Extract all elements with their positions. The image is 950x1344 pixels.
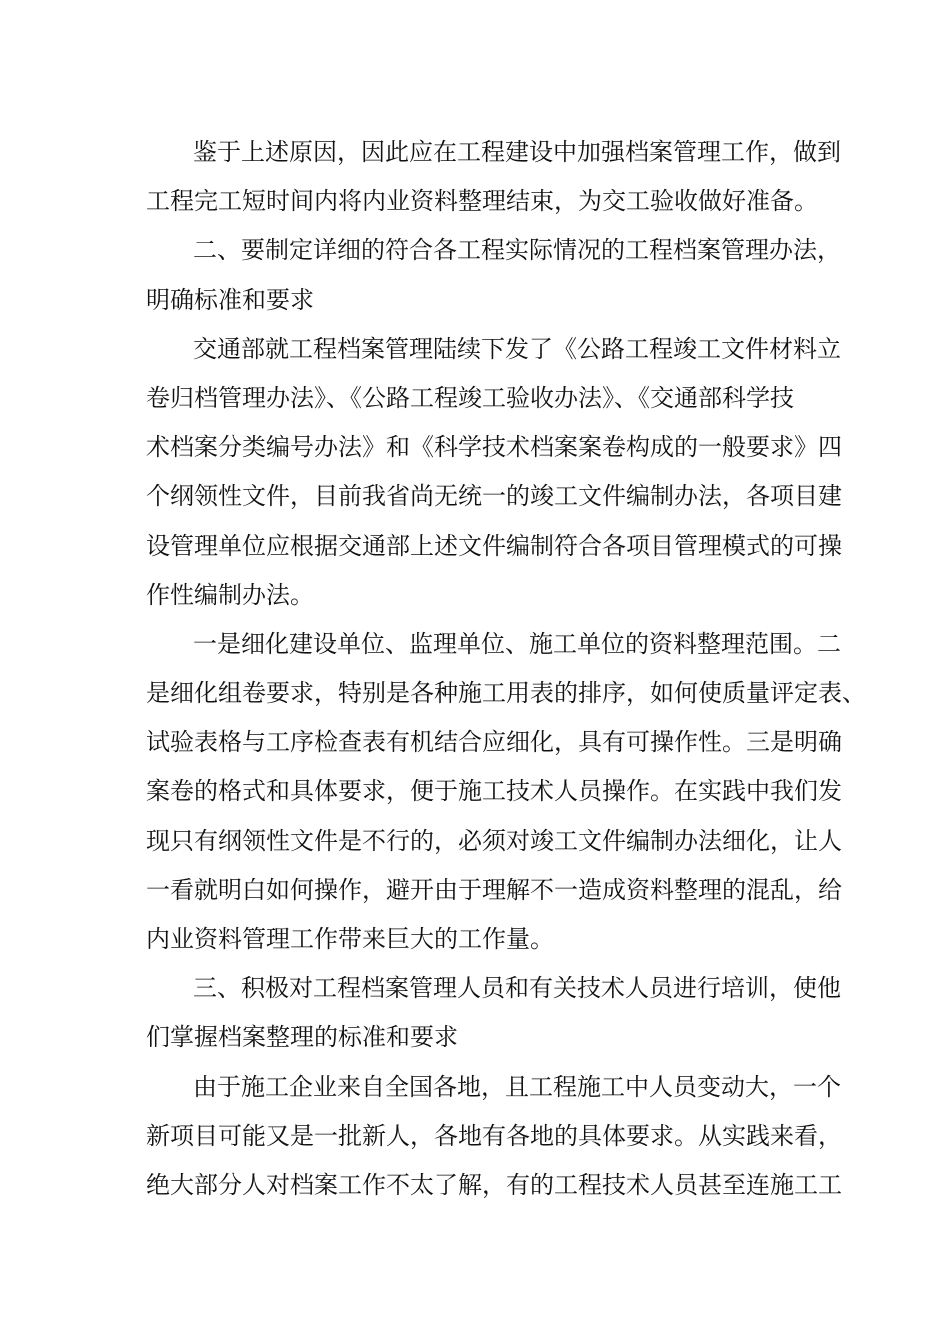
section-heading-line: 三、积极对工程档案管理人员和有关技术人员进行培训，使他 [193, 974, 841, 1003]
text-line: 卷归档管理办法》、《公路工程竣工验收办法》、《交通部科学技 [146, 383, 794, 412]
text-line: 术档案分类编号办法》和《科学技术档案案卷构成的一般要求》四 [146, 433, 842, 462]
document-body [146, 128, 866, 1210]
text-line: 是细化组卷要求，特别是各种施工用表的排序，如何使质量评定表、 [146, 679, 866, 708]
text-line: 试验表格与工序检查表有机结合应细化，具有可操作性。三是明确 [146, 728, 842, 757]
text-line: 交通部就工程档案管理陆续下发了《公路工程竣工文件材料立 [193, 334, 841, 363]
section-heading-line: 明确标准和要求 [146, 285, 314, 314]
text-line: 绝大部分人对档案工作不太了解，有的工程技术人员甚至连施工工 [146, 1170, 842, 1199]
text-line: 工程完工短时间内将内业资料整理结束，为交工验收做好准备。 [146, 187, 818, 216]
section-heading-line: 二、要制定详细的符合各工程实际情况的工程档案管理办法， [193, 236, 841, 265]
text-line: 由于施工企业来自全国各地，且工程施工中人员变动大，一个 [193, 1072, 841, 1101]
text-line: 一看就明白如何操作，避开由于理解不一造成资料整理的混乱，给 [146, 875, 842, 904]
text-line: 一是细化建设单位、监理单位、施工单位的资料整理范围。二 [193, 629, 841, 658]
text-line: 现只有纲领性文件是不行的，必须对竣工文件编制办法细化，让人 [146, 826, 842, 855]
text-line: 作性编制办法。 [146, 580, 314, 609]
text-line: 新项目可能又是一批新人，各地有各地的具体要求。从实践来看， [146, 1121, 842, 1150]
text-line: 内业资料管理工作带来巨大的工作量。 [146, 925, 554, 953]
text-line: 鉴于上述原因，因此应在工程建设中加强档案管理工作，做到 [193, 138, 841, 166]
text-line: 案卷的格式和具体要求，便于施工技术人员操作。在实践中我们发 [146, 777, 842, 806]
section-heading-line: 们掌握档案整理的标准和要求 [146, 1023, 458, 1052]
text-line: 设管理单位应根据交通部上述文件编制符合各项目管理模式的可操 [146, 531, 842, 560]
text-line: 个纲领性文件，目前我省尚无统一的竣工文件编制办法，各项目建 [146, 482, 842, 511]
